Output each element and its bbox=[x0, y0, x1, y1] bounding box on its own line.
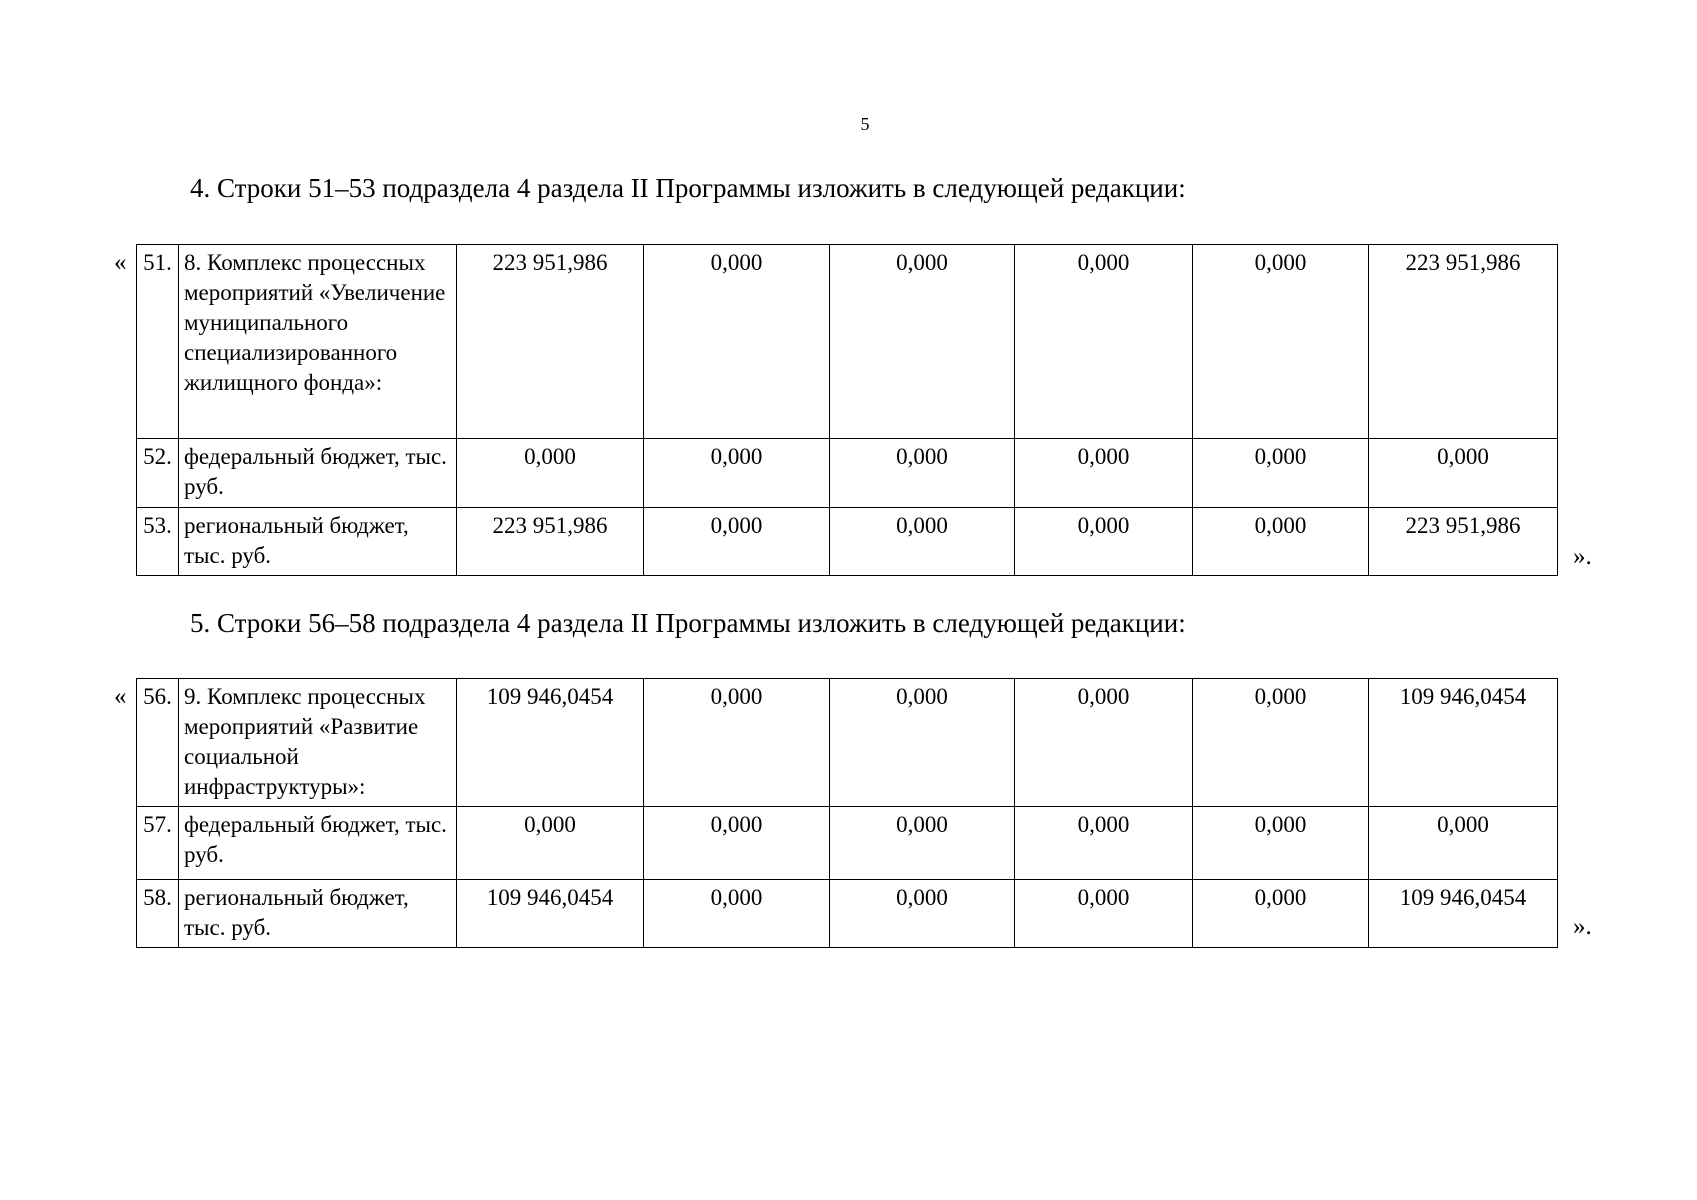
table-row bbox=[137, 679, 1558, 807]
row-value: 0,000 bbox=[1193, 679, 1369, 807]
row-value: 0,000 bbox=[1015, 880, 1193, 948]
row-value: 109 946,0454 bbox=[457, 679, 644, 807]
row-value: 0,000 bbox=[1015, 508, 1193, 576]
row-value: 0,000 bbox=[644, 439, 830, 508]
row-value: 0,000 bbox=[644, 245, 830, 439]
row-name: 9. Комплекс процессных мероприятий «Развитие социальной инфраструктуры»: bbox=[179, 679, 457, 807]
row-value: 109 946,0454 bbox=[1369, 880, 1558, 948]
row-number: 58. bbox=[137, 880, 179, 948]
row-value: 0,000 bbox=[644, 508, 830, 576]
row-value: 0,000 bbox=[1369, 439, 1558, 508]
row-name: 8. Комплекс процессных мероприятий «Увеличение муниципального специализированного жилищного фонда»: bbox=[179, 245, 457, 439]
row-value: 0,000 bbox=[830, 508, 1015, 576]
row-value: 0,000 bbox=[1193, 880, 1369, 948]
row-value: 0,000 bbox=[830, 245, 1015, 439]
section-4-heading: 4. Строки 51–53 подраздела 4 раздела II Программы изложить в следующей редакции: bbox=[190, 173, 1186, 203]
row-value: 0,000 bbox=[457, 439, 644, 508]
row-name: региональный бюджет, тыс. руб. bbox=[179, 880, 457, 948]
row-number: 53. bbox=[137, 508, 179, 576]
row-number: 52. bbox=[137, 439, 179, 508]
page-number: 5 bbox=[860, 114, 870, 134]
row-value: 109 946,0454 bbox=[457, 880, 644, 948]
row-value: 223 951,986 bbox=[457, 508, 644, 576]
section-4-open-quote: « bbox=[114, 249, 127, 276]
section-5-heading: 5. Строки 56–58 подраздела 4 раздела II Программы изложить в следующей редакции: bbox=[190, 608, 1186, 638]
table-row bbox=[137, 880, 1558, 948]
row-value: 0,000 bbox=[644, 679, 830, 807]
table-row bbox=[137, 245, 1558, 439]
row-value: 0,000 bbox=[457, 807, 644, 880]
row-value: 109 946,0454 bbox=[1369, 679, 1558, 807]
row-name: региональный бюджет, тыс. руб. bbox=[179, 508, 457, 576]
row-value: 0,000 bbox=[1369, 807, 1558, 880]
row-value: 0,000 bbox=[1193, 807, 1369, 880]
section-4-close-quote: ». bbox=[1573, 543, 1592, 570]
row-value: 0,000 bbox=[830, 880, 1015, 948]
table-row bbox=[137, 807, 1558, 880]
row-value: 0,000 bbox=[1193, 439, 1369, 508]
row-value: 223 951,986 bbox=[457, 245, 644, 439]
section-5-open-quote: « bbox=[114, 683, 127, 710]
section-5-table bbox=[136, 678, 1558, 948]
row-value: 223 951,986 bbox=[1369, 508, 1558, 576]
row-value: 0,000 bbox=[1015, 439, 1193, 508]
row-value: 0,000 bbox=[644, 807, 830, 880]
row-name: федеральный бюджет, тыс. руб. bbox=[179, 807, 457, 880]
row-number: 57. bbox=[137, 807, 179, 880]
section-5-close-quote: ». bbox=[1573, 913, 1592, 940]
row-value: 0,000 bbox=[830, 439, 1015, 508]
table-row bbox=[137, 439, 1558, 508]
row-value: 223 951,986 bbox=[1369, 245, 1558, 439]
row-value: 0,000 bbox=[830, 679, 1015, 807]
row-value: 0,000 bbox=[830, 807, 1015, 880]
row-value: 0,000 bbox=[1015, 679, 1193, 807]
row-number: 56. bbox=[137, 679, 179, 807]
row-value: 0,000 bbox=[644, 880, 830, 948]
row-value: 0,000 bbox=[1193, 245, 1369, 439]
section-4-table bbox=[136, 244, 1558, 576]
row-name: федеральный бюджет, тыс. руб. bbox=[179, 439, 457, 508]
row-value: 0,000 bbox=[1015, 807, 1193, 880]
row-value: 0,000 bbox=[1193, 508, 1369, 576]
row-value: 0,000 bbox=[1015, 245, 1193, 439]
table-row bbox=[137, 508, 1558, 576]
row-number: 51. bbox=[137, 245, 179, 439]
